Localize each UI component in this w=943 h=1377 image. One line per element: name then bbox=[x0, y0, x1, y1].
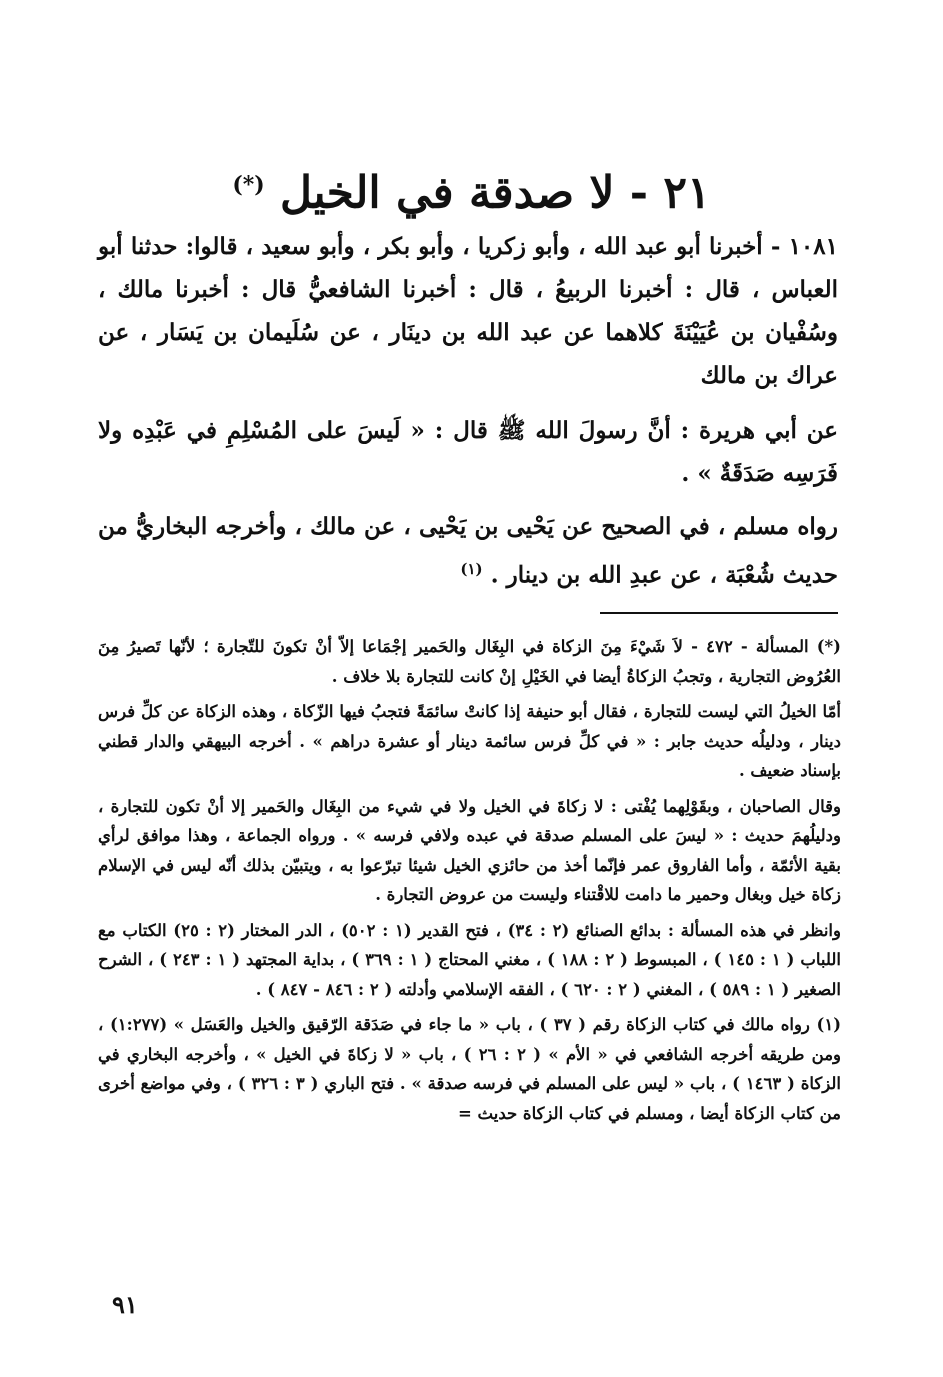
masala-note bbox=[98, 632, 841, 691]
note-paragraph-sahiban: وقال الصاحبان ، وبقَوْلِهما يُفْتى : لا زكاةَ في الخيل ولا في شيء من البِغَال والحَمير إلا أنْ تكون للتجارة ، ودليلُهمَ حديث : « ليسَ على المسلم صدقة في عبده ولافي فرسه » . ورواه الجماعة ، وهذا موافق لرأي بقية الأئمّة ، وأما الفاروق عمر فإنّما أخذ من حائزي الخيل شيئا تبرّعوا به ، ويتبيّن بذلك أنّه ليس في الإسلام زكاة خيل وبغال وحمير ما دامت للاقْتناء وليست من عروض التجارة . bbox=[98, 796, 841, 904]
footnote-1: (١) رواه مالك في كتاب الزكاة رقم ( ٣٧ ) ، باب « ما جاء في صَدَقة الرّقيق والخيل والعَسَل » (١:٢٧٧) ، ومن طريقه أخرجه الشافعي في « الأم » ( ٢ : ٢٦ ) ، باب « لا زكاةَ في الخيل » ، وأخرجه البخاري في الزكاة ( ١٤٦٣ ) ، باب « ليس على المسلم في فرسه صدقة » . فتح الباري ( ٣ : ٣٢٦ ) ، وفي مواضع أخرى من كتاب الزكاة أيضا ، ومسلم في كتاب الزكاة حديث = bbox=[98, 1015, 842, 1123]
hadith-matn: عن أبي هريرة : أنَّ رسولَ الله ﷺ قال : « لَيسَ على المُسْلِمِ في عَبْدِه ولا فَرَسِه صَدَقَةٌ » . bbox=[98, 417, 838, 487]
chapter-title-marker: (*) bbox=[232, 172, 265, 198]
chapter-title-text: ٢١ - لا صدقة في الخيل bbox=[280, 167, 711, 219]
chapter-title bbox=[150, 150, 793, 229]
footnote-reference: (١) bbox=[460, 560, 483, 578]
hadith-takhrij: رواه مسلم ، في الصحيح عن يَحْيى بن يَحْيى ، عن مالك ، وأخرجه البخاريُّ من حديث شُعْبَة ، عن عبدِ الله بن دينار . bbox=[98, 513, 838, 589]
masala-label: (*) المسألة - ٤٧٢ - bbox=[691, 637, 841, 656]
footnote-separator bbox=[600, 612, 838, 614]
note-paragraph-abu-hanifa: أمّا الخيلُ التي ليست للتجارة ، فقال أبو حنيفة إذا كانتْ سائمَةً فتجبُ فيها الزّكاة ، وهذه الزكاة عن كلِّ فرس دينار ، ودليلُه حديث جابر : « في كلِّ فرس سائمة دينار أو عشرة دراهم » . أخرجه البيهقي والدار قطني بإسناد ضعيف . bbox=[98, 702, 841, 780]
hadith-isnad: ١٠٨١ - أخبرنا أبو عبد الله ، وأبو زكريا ، وأبو بكر ، وأبو سعيد ، قالوا: حدثنا أبو العباس ، قال : أخبرنا الربيعُ ، قال : أخبرنا الشافعيُّ قال : أخبرنا مالك ، وسُفْيان بن عُيَيْنَةَ كلاهما عن عبد الله بن دينَار ، عن سُلَيمان بن يَسَار ، عن عراك بن مالك bbox=[98, 233, 838, 389]
page-number: ٩١ bbox=[112, 1290, 138, 1319]
hadith-takhrij-paragraph bbox=[98, 505, 838, 597]
notes-section bbox=[98, 632, 841, 1134]
hadith-body bbox=[98, 225, 838, 609]
note-paragraph-references: وانظر في هذه المسألة : بدائع الصنائع (٢ : ٣٤) ، فتح القدير (١ : ٥٠٢) ، الدر المختار (٢ : ٢٥) الكتاب مع اللباب ( ١ : ١٤٥ ) ، المبسوط ( ٢ : ١٨٨ ) ، مغني المحتاج ( ١ : ٣٦٩ ) ، بداية المجتهد ( ١ : ٢٤٣ ) ، الشرح الصغير ( ١ : ٥٨٩ ) ، المغني ( ٢ : ٦٢٠ ) ، الفقه الإسلامي وأدلته ( ٢ : ٨٤٦ - ٨٤٧ ) . bbox=[98, 920, 841, 999]
masala-text: لاَ شَيْءَ مِنَ الزكاة في البِغَال والحَمير إجْمَاعا إلاّ أنْ تكونَ للتّجارة ؛ لأنّها تَصيرُ مِنَ العُرُوض التجارية ، وتجبُ الزكاةُ أيضا في الخَيْلِ إنْ كانت للتجارة بلا خلاف . bbox=[98, 637, 841, 686]
